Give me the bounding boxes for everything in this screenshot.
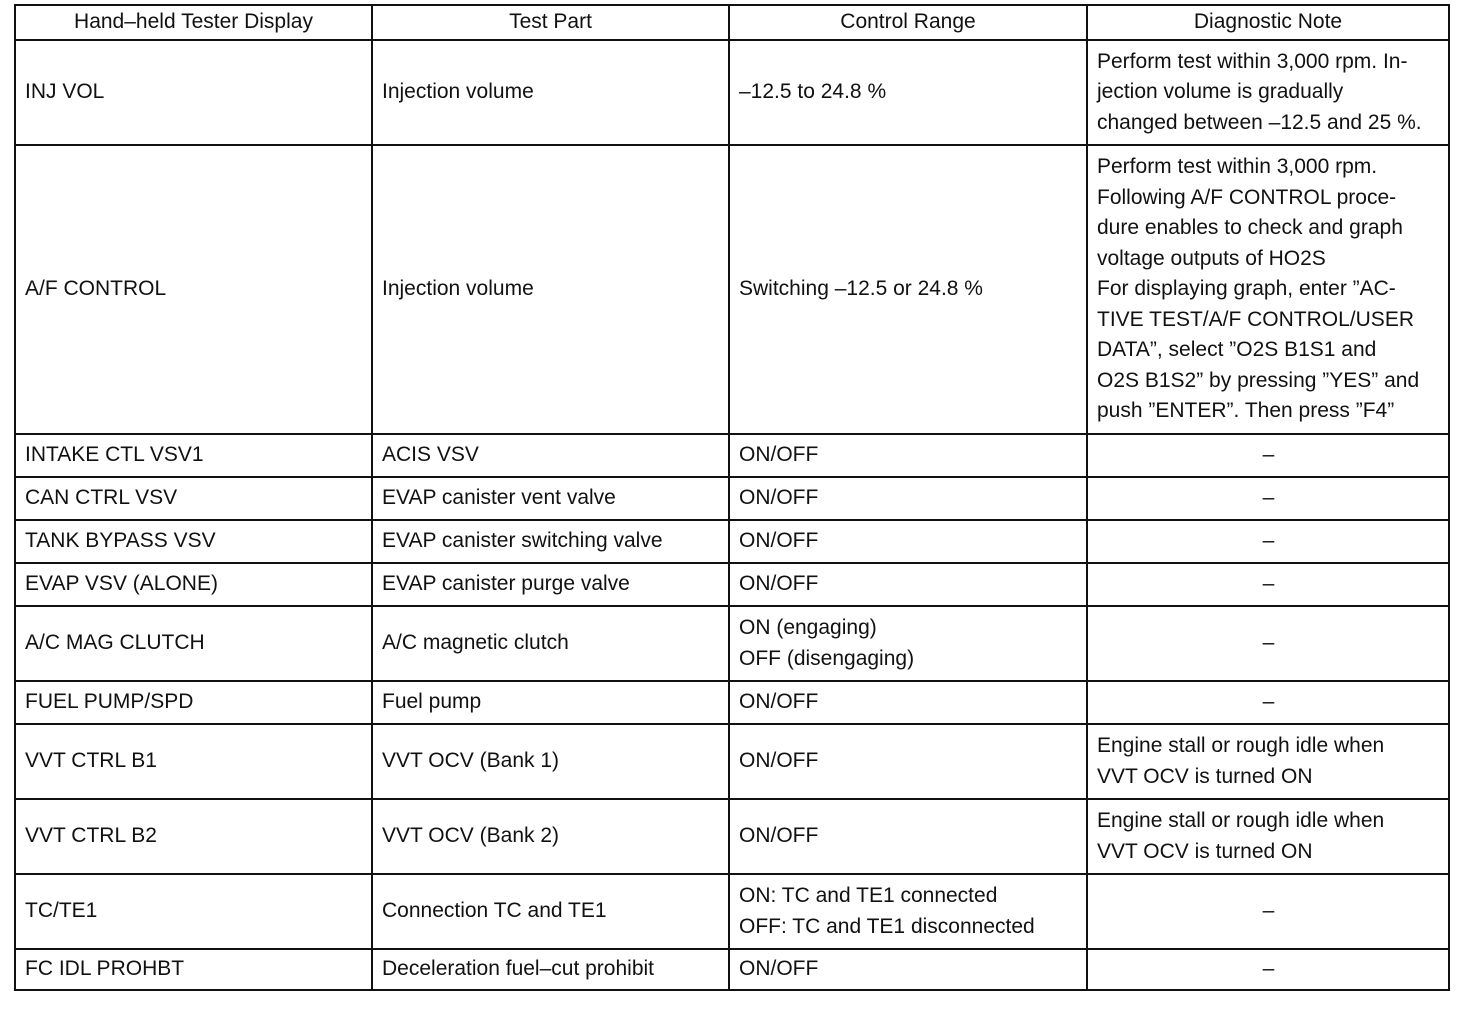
cell-tester-display: FC IDL PROHBT [15, 949, 372, 990]
control-range-line: ON/OFF [739, 572, 819, 596]
control-range-line: ON/OFF [739, 529, 819, 553]
cell-tester-display: A/C MAG CLUTCH [15, 606, 372, 681]
cell-test-part: Connection TC and TE1 [372, 874, 729, 949]
cell-control-range [729, 681, 1087, 724]
cell-diagnostic-note [1087, 799, 1449, 874]
diagnostic-note-line: – [1262, 690, 1275, 714]
control-range-line: OFF: TC and TE1 disconnected [739, 914, 1035, 938]
cell-diagnostic-note [1087, 520, 1449, 563]
control-range-line: ON/OFF [739, 749, 819, 773]
table-row [15, 799, 1449, 874]
header-control-range: Control Range [729, 5, 1087, 40]
cell-control-range [729, 40, 1087, 145]
table-row [15, 477, 1449, 520]
diagnostic-note-line: TIVE TEST/A/F CONTROL/USER [1097, 307, 1414, 331]
table-row [15, 520, 1449, 563]
cell-test-part: VVT OCV (Bank 1) [372, 724, 729, 799]
cell-tester-display: FUEL PUMP/SPD [15, 681, 372, 724]
control-range-line: ON (engaging) [739, 616, 877, 639]
cell-diagnostic-note [1087, 434, 1449, 477]
diagnostic-note-line: – [1262, 631, 1275, 655]
cell-tester-display: EVAP VSV (ALONE) [15, 563, 372, 606]
cell-control-range [729, 799, 1087, 874]
control-range-line: ON: TC and TE1 connected [739, 884, 998, 907]
diagnostic-note-line: changed between –12.5 and 25 %. [1097, 110, 1422, 134]
cell-diagnostic-note [1087, 606, 1449, 681]
cell-tester-display: TC/TE1 [15, 874, 372, 949]
diagnostic-note-line: VVT OCV is turned ON [1097, 764, 1313, 788]
cell-test-part: EVAP canister switching valve [372, 520, 729, 563]
cell-test-part: EVAP canister vent valve [372, 477, 729, 520]
cell-control-range [729, 874, 1087, 949]
diagnostic-note-line: Following A/F CONTROL proce- [1097, 185, 1397, 209]
diagnostic-note-line: – [1262, 486, 1275, 510]
diagnostic-note-line: jection volume is gradually [1097, 80, 1344, 104]
cell-diagnostic-note [1087, 40, 1449, 145]
diagnostic-note-line: – [1262, 443, 1275, 467]
diagnostic-note-line: voltage outputs of HO2S [1097, 246, 1326, 270]
cell-test-part: Injection volume [372, 145, 729, 434]
cell-tester-display: INJ VOL [15, 40, 372, 145]
diagnostic-note-line: VVT OCV is turned ON [1097, 839, 1313, 863]
cell-tester-display: CAN CTRL VSV [15, 477, 372, 520]
control-range-line: ON/OFF [739, 690, 819, 714]
diagnostic-note-line: Engine stall or rough idle when [1097, 809, 1385, 832]
table-body [15, 40, 1449, 990]
header-test-part: Test Part [372, 5, 729, 40]
cell-diagnostic-note [1087, 874, 1449, 949]
cell-control-range [729, 563, 1087, 606]
cell-control-range [729, 145, 1087, 434]
control-range-line: OFF (disengaging) [739, 646, 915, 670]
diagnostic-note-line: For displaying graph, enter ”AC- [1097, 277, 1396, 301]
cell-diagnostic-note [1087, 681, 1449, 724]
cell-tester-display: VVT CTRL B2 [15, 799, 372, 874]
control-range-line: ON/OFF [739, 957, 819, 981]
table-row [15, 40, 1449, 145]
diagnostic-note-line: dure enables to check and graph [1097, 216, 1403, 240]
diagnostic-note-line: – [1262, 572, 1275, 596]
table-row [15, 606, 1449, 681]
cell-control-range [729, 949, 1087, 990]
cell-tester-display: TANK BYPASS VSV [15, 520, 372, 563]
active-test-table [14, 4, 1450, 991]
diagnostic-note-line: Engine stall or rough idle when [1097, 734, 1385, 757]
cell-control-range [729, 520, 1087, 563]
cell-tester-display: VVT CTRL B1 [15, 724, 372, 799]
table-header-row [15, 5, 1449, 40]
cell-control-range [729, 477, 1087, 520]
cell-test-part: A/C magnetic clutch [372, 606, 729, 681]
diagnostic-note-line: – [1262, 957, 1275, 981]
control-range-line: ON/OFF [739, 486, 819, 510]
table-row [15, 874, 1449, 949]
header-tester-display: Hand–held Tester Display [15, 5, 372, 40]
cell-tester-display: A/F CONTROL [15, 145, 372, 434]
cell-test-part: Deceleration fuel–cut prohibit [372, 949, 729, 990]
diagnostic-note-line: – [1262, 899, 1275, 923]
cell-diagnostic-note [1087, 724, 1449, 799]
control-range-line: –12.5 to 24.8 % [739, 80, 887, 104]
diagnostic-note-line: – [1262, 529, 1275, 553]
control-range-line: ON/OFF [739, 824, 819, 848]
table-row [15, 563, 1449, 606]
cell-test-part: EVAP canister purge valve [372, 563, 729, 606]
cell-test-part: VVT OCV (Bank 2) [372, 799, 729, 874]
cell-test-part: Fuel pump [372, 681, 729, 724]
cell-diagnostic-note [1087, 949, 1449, 990]
cell-control-range [729, 606, 1087, 681]
diagnostic-note-line: push ”ENTER”. Then press ”F4” [1097, 399, 1395, 423]
diagnostic-note-line: DATA”, select ”O2S B1S1 and [1097, 338, 1377, 362]
cell-control-range [729, 434, 1087, 477]
cell-test-part: Injection volume [372, 40, 729, 145]
diagnostic-note-line: O2S B1S2” by pressing ”YES” and [1097, 368, 1420, 392]
diagnostic-note-line: Perform test within 3,000 rpm. In- [1097, 49, 1408, 73]
cell-tester-display: INTAKE CTL VSV1 [15, 434, 372, 477]
diagnostic-note-line: Perform test within 3,000 rpm. [1097, 155, 1378, 179]
table-row [15, 434, 1449, 477]
table-row [15, 949, 1449, 990]
cell-control-range [729, 724, 1087, 799]
cell-diagnostic-note [1087, 477, 1449, 520]
cell-diagnostic-note [1087, 563, 1449, 606]
cell-diagnostic-note [1087, 145, 1449, 434]
table-row [15, 681, 1449, 724]
cell-test-part: ACIS VSV [372, 434, 729, 477]
table-row [15, 145, 1449, 434]
table-row [15, 724, 1449, 799]
control-range-line: ON/OFF [739, 443, 819, 467]
control-range-line: Switching –12.5 or 24.8 % [739, 277, 983, 301]
header-diagnostic-note: Diagnostic Note [1087, 5, 1449, 40]
